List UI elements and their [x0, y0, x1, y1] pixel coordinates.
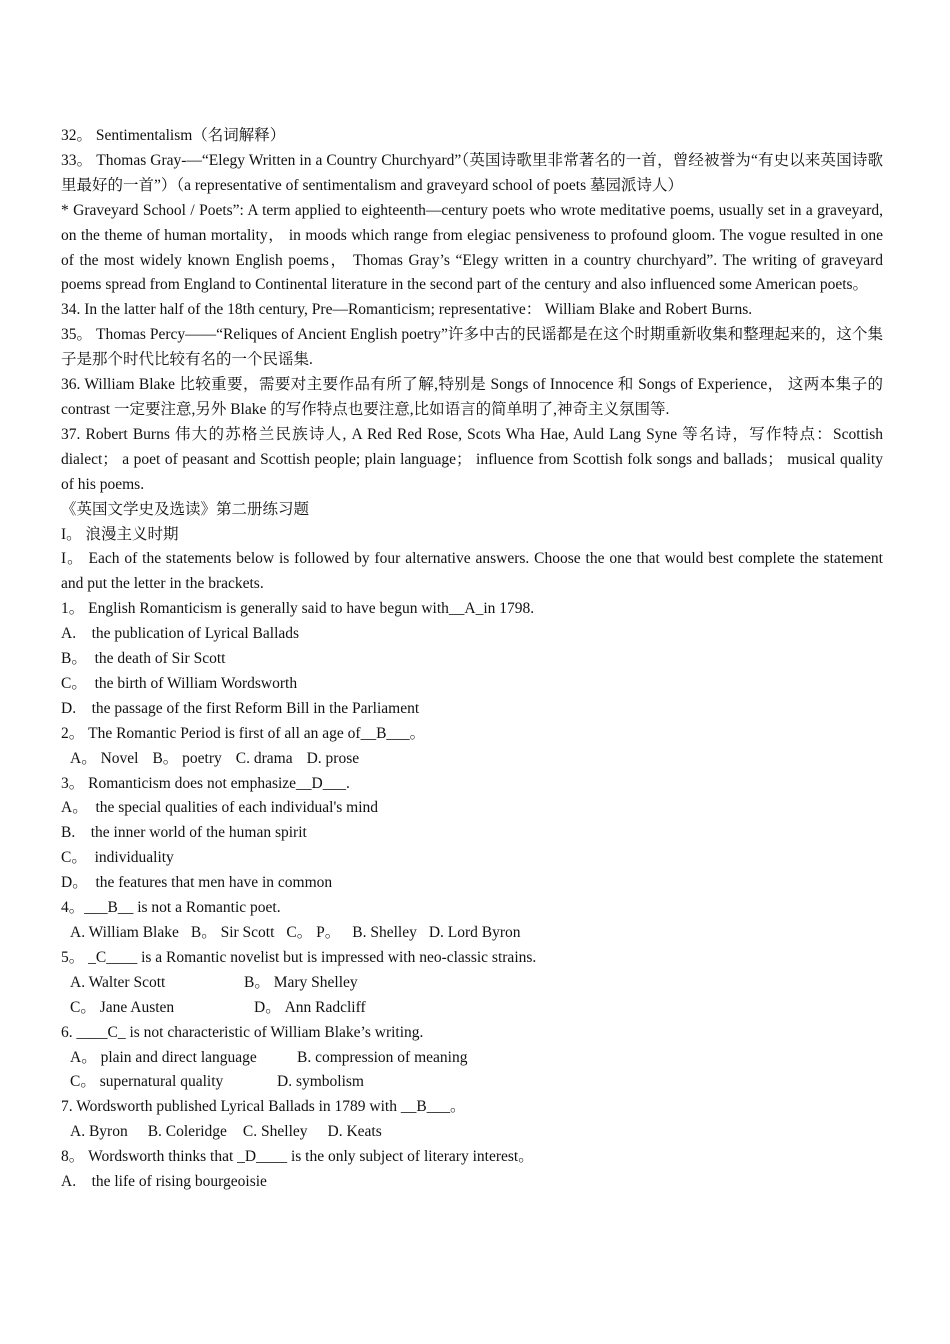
item-36: 36. William Blake 比较重要，需要对主要作品有所了解,特别是 Songs of Innocence 和 Songs of Experience， 这两本集子的 contrast 一定要注意,另外 Blake 的写作特点也要注意,比如语言的简单明了,神奇主义氛围等.	[61, 376, 883, 418]
question-7: 7. Wordsworth published Lyrical Ballads in 1789 with __B___。	[61, 1098, 466, 1116]
question-4-option-b: B。 Sir Scott	[190, 924, 275, 941]
question-7-option-a: A. Byron	[70, 1123, 128, 1141]
question-6-option-b: B. compression of meaning	[297, 1048, 468, 1066]
book-title: 《英国文学史及选读》第二册练习题	[61, 500, 310, 518]
question-4-option-d: D. Lord Byron	[428, 924, 521, 941]
question-2: 2。 The Romantic Period is first of all an age of__B___。	[61, 724, 426, 742]
question-8-option-a: A. the life of rising bourgeoisie	[61, 1173, 267, 1191]
document-page	[61, 124, 883, 1195]
instructions: I。 Each of the statements below is followed by four alternative answers. Choose the one that would best complete the statement and put the letter in the brackets.	[61, 550, 883, 593]
question-2-option-d: D. prose	[306, 749, 360, 767]
question-3-option-c: C。 individuality	[61, 849, 174, 867]
item-34: 34. In the latter half of the 18th century, Pre—Romanticism; representative： William Blake and Robert Burns.	[61, 301, 753, 319]
question-6: 6. ____C_ is not characteristic of William Blake’s writing.	[61, 1023, 424, 1041]
item-32: 32。 Sentimentalism（名词解释）	[61, 127, 286, 144]
question-1-option-d: D. the passage of the first Reform Bill in the Parliament	[61, 699, 420, 717]
question-3-option-b: B. the inner world of the human spirit	[61, 824, 307, 842]
question-1-option-c: C。 the birth of William Wordsworth	[61, 674, 298, 692]
question-1-option-a: A. the publication of Lyrical Ballads	[61, 625, 300, 643]
question-5-option-c: C。 Jane Austen	[70, 998, 175, 1016]
question-2-options	[61, 747, 883, 772]
question-6-option-d: D. symbolism	[277, 1073, 364, 1091]
question-2-option-c: C. drama	[235, 749, 293, 767]
question-1-option-b: B。 the death of Sir Scott	[61, 650, 226, 668]
question-4-options	[61, 921, 883, 946]
question-5-option-b: B。 Mary Shelley	[244, 973, 358, 991]
question-1: 1。 English Romanticism is generally said to have begun with__A_in 1798.	[61, 600, 535, 618]
question-6-row-1	[61, 1046, 883, 1071]
question-5-option-d: D。 Ann Radcliff	[254, 998, 366, 1016]
graveyard-definition: * Graveyard School / Poets”: A term applied to eighteenth—century poets who wrote meditative poems, usually set in a graveyard, on the theme of human mortality， in moods which range from elegiac pensiveness to profound gloom. The vogue resulted in one of the most widely known English poems， Thomas Gray’s “Elegy written in a country churchyard”. The writing of graveyard poems spread from England to Continental literature in the second part of the century and also influenced some American poets。	[61, 201, 883, 294]
question-4-option-b2: B. Shelley	[352, 924, 417, 941]
question-3-option-a: A。 the special qualities of each individual's mind	[61, 799, 379, 817]
question-5: 5。 _C____ is a Romantic novelist but is impressed with neo-classic strains.	[61, 948, 537, 966]
question-6-option-a: A。 plain and direct language	[70, 1048, 257, 1066]
question-2-option-b: B。 poetry	[152, 749, 222, 767]
question-7-option-d: D. Keats	[327, 1123, 382, 1141]
question-6-option-c: C。 supernatural quality	[70, 1073, 224, 1091]
question-7-option-c: C. Shelley	[242, 1123, 308, 1141]
item-37: 37. Robert Burns 伟大的苏格兰民族诗人, A Red Red Rose, Scots Wha Hae, Auld Lang Syne 等名诗，写作特点：Scottish dialect； a poet of peasant and Scottish people; plain language； influence from Scottish folk songs and ballads； musical quality of his poems.	[61, 425, 883, 493]
question-5-row-1	[61, 971, 883, 996]
question-3: 3。 Romanticism does not emphasize__D___.	[61, 774, 350, 792]
section-heading: I。 浪漫主义时期	[61, 525, 179, 543]
question-8: 8。 Wordsworth thinks that _D____ is the only subject of literary interest。	[61, 1148, 534, 1166]
question-4-option-c: C。 P。	[286, 924, 341, 941]
question-7-option-b: B. Coleridge	[147, 1123, 227, 1141]
question-3-option-d: D。 the features that men have in common	[61, 874, 333, 892]
question-5-option-a: A. Walter Scott	[70, 973, 166, 991]
question-7-options	[61, 1120, 883, 1145]
question-5-row-2	[61, 996, 883, 1021]
question-2-option-a: A。 Novel	[70, 749, 139, 767]
question-6-row-2	[61, 1070, 883, 1095]
item-33: 33。 Thomas Gray-—“Elegy Written in a Country Churchyard”（英国诗歌里非常著名的一首，曾经被誉为“有史以来英国诗歌里最好的一首”）（a representative of sentimentalism and graveyard school of poets 墓园派诗人）	[61, 151, 883, 194]
question-4-option-a: A. William Blake	[70, 924, 179, 941]
item-35: 35。 Thomas Percy——“Reliques of Ancient English poetry”许多中古的民谣都是在这个时期重新收集和整理起来的，这个集子是那个时代比较有名的一个民谣集.	[61, 326, 883, 369]
question-4: 4。___B__ is not a Romantic poet.	[61, 899, 281, 917]
